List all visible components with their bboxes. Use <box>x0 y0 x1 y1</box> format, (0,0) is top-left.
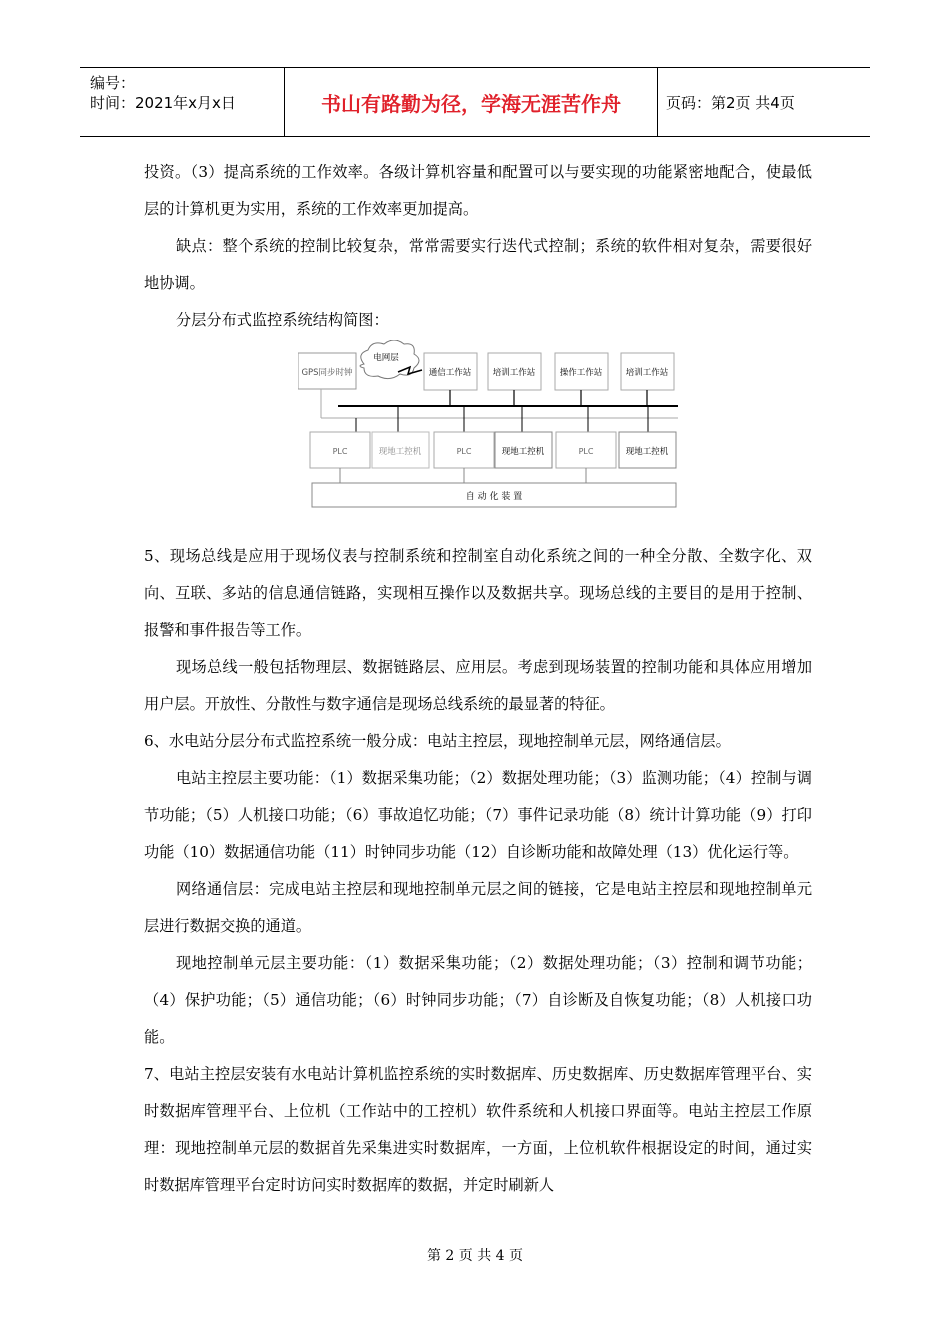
field-pc-label-2: 现地工控机 <box>501 447 545 457</box>
doc-number-label: 编号： <box>90 74 136 92</box>
plc-label-2: PLC <box>456 447 472 456</box>
paragraph-main-control-principle: 7、电站主控层安装有水电站计算机监控系统的实时数据库、历史数据库、历史数据库管理平台、实时数据库管理平台、上位机（工作站中的工控机）软件系统和人机接口界面等。电站主控层工作原理：现地控制单元层的数据首先采集进实时数据库，一方面，上位机软件根据设定的时间，通过实时数据库管理平台定时访问实时数据库的数据，并定时刷新人 <box>144 1065 812 1194</box>
header-page-cell <box>658 68 870 136</box>
plc-label-3: PLC <box>578 447 594 456</box>
field-pc-label-1: 现地工控机 <box>378 447 422 457</box>
page-footer: 第 2 页 共 4 页 <box>426 1248 524 1264</box>
paragraph-fieldbus-def: 5、现场总线是应用于现场仪表与控制系统和控制室自动化系统之间的一种全分散、全数字化、双向、互联、多站的信息通信链路，实现相互操作以及数据共享。现场总线的主要目的是用于控制、报警和事件报告等工作。 <box>144 547 812 639</box>
body-section-2 <box>144 538 812 1204</box>
paragraph-fieldbus-layers: 现场总线一般包括物理层、数据链路层、应用层。考虑到现场装置的控制功能和具体应用增加用户层。开放性、分散性与数字通信是现场总线系统的最显著的特征。 <box>144 658 812 713</box>
motto-text: 书山有路勤为径，学海无涯苦作舟 <box>321 91 621 116</box>
paragraph-local-unit-functions: 现地控制单元层主要功能：（1）数据采集功能；（2）数据处理功能；（3）控制和调节功能；（4）保护功能；（5）通信功能；（6）时钟同步功能；（7）自诊断及自恢复功能；（8）人机接口功能。 <box>144 954 812 1046</box>
paragraph-network-layer: 网络通信层：完成电站主控层和现地控制单元层之间的链接，它是电站主控层和现地控制单元层进行数据交换的通道。 <box>144 880 812 935</box>
station-label-1: 通信工作站 <box>428 368 472 378</box>
station-label-2: 培训工作站 <box>492 368 536 378</box>
station-label-3: 操作工作站 <box>559 368 603 378</box>
page-number-label: 页码：第2页 共4页 <box>666 93 795 112</box>
cloud-label: 电网层 <box>373 353 399 363</box>
system-structure-diagram <box>298 340 678 512</box>
doc-time-label: 时间：2021年x月x日 <box>90 94 236 112</box>
automation-label: 自 动 化 装 置 <box>465 492 523 502</box>
gps-label: GPS同步时钟 <box>301 368 353 378</box>
paragraph-hydro-layers: 6、水电站分层分布式监控系统一般分成：电站主控层，现地控制单元层，网络通信层。 <box>144 732 731 750</box>
header-meta-cell <box>80 68 285 136</box>
plc-label-1: PLC <box>332 447 348 456</box>
field-pc-label-3: 现地工控机 <box>625 447 669 457</box>
header-motto-cell <box>285 68 658 136</box>
paragraph-continuation: 投资。（3）提高系统的工作效率。各级计算机容量和配置可以与要实现的功能紧密地配合，使最低层的计算机更为实用，系统的工作效率更加提高。 <box>144 163 812 218</box>
body-section-1 <box>144 154 812 339</box>
paragraph-diagram-caption: 分层分布式监控系统结构简图： <box>176 311 389 329</box>
header-table <box>80 67 870 137</box>
station-label-4: 培训工作站 <box>625 368 669 378</box>
paragraph-main-control-functions: 电站主控层主要功能：（1）数据采集功能；（2）数据处理功能；（3）监测功能；（4）控制与调节功能；（5）人机接口功能；（6）事故追忆功能；（7）事件记录功能（8）统计计算功能（9）打印功能（10）数据通信功能（11）时钟同步功能（12）自诊断功能和故障处理（13）优化运行等。 <box>144 769 812 861</box>
paragraph-disadvantage: 缺点：整个系统的控制比较复杂，常常需要实行迭代式控制；系统的软件相对复杂，需要很好地协调。 <box>144 237 812 292</box>
